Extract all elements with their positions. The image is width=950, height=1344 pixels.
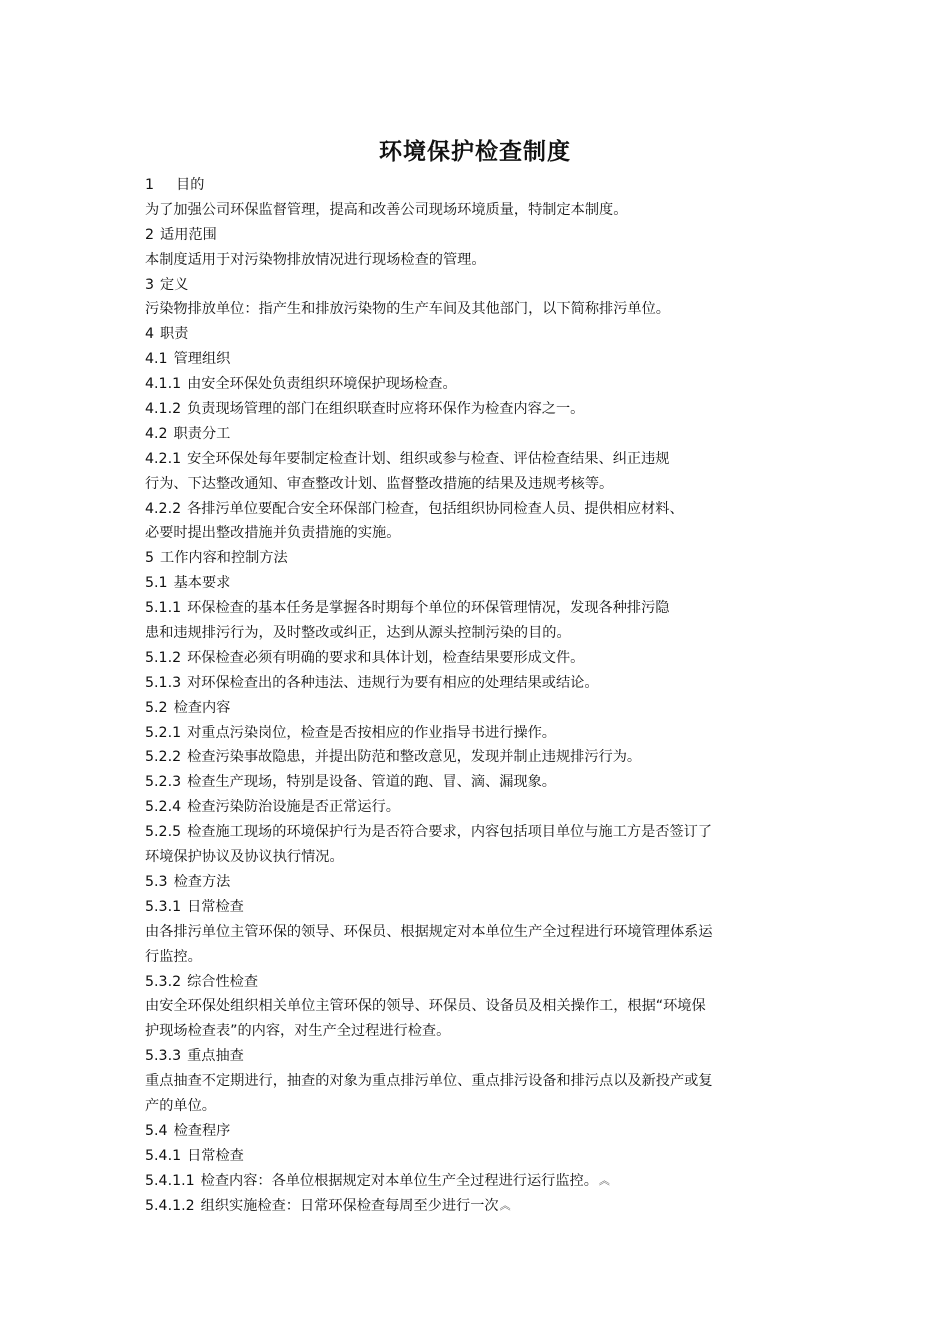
line-text: 环保检查的基本任务是掌握各时期每个单位的环保管理情况，发现各种排污隐 [187,600,670,617]
section-number: 5.3.3 [145,1048,182,1065]
paragraph-line [145,297,825,322]
line-text: 管理组织 [173,351,231,368]
line-text: 各排污单位要配合安全环保部门检查，包括组织协同检查人员、提供相应材料、 [187,500,684,517]
section-number: 4.2.1 [145,450,182,467]
paragraph-line [145,497,825,522]
paragraph-line [145,646,825,671]
paragraph-line [145,223,825,248]
line-text: 由安全环保处负责组织环境保护现场检查。 [187,376,457,393]
paragraph-line [145,745,825,770]
section-number: 1 [145,177,155,193]
paragraph-line [145,1044,825,1069]
paragraph-line [145,571,825,596]
section-number: 5.2.2 [145,749,182,766]
section-number: 4.1 [145,351,168,368]
section-number: 5.4.1 [145,1147,182,1164]
line-text: 检查方法 [173,873,231,890]
paragraph-line [145,173,825,198]
section-number: 4.2.2 [145,500,182,517]
section-number: 5.4.1.2 [145,1197,195,1214]
paragraph-line [145,671,825,696]
line-text: 环境保护协议及协议执行情况。 [145,849,344,866]
section-number: 5.3.1 [145,898,182,915]
line-text: 行监控。 [145,948,202,965]
line-text: 对环保检查出的各种违法、违规行为要有相应的处理结果或结论。 [187,674,599,691]
section-number: 5.2.3 [145,774,182,791]
line-text: 环保检查必须有明确的要求和具体计划，检查结果要形成文件。 [187,649,585,666]
line-text: 重点抽查 [187,1048,244,1065]
line-text: 本制度适用于对污染物排放情况进行现场检查的管理。 [145,251,486,268]
line-text: 检查污染防治设施是否正常运行。 [187,799,400,816]
section-number: 5.2.1 [145,724,182,741]
section-number: 5.4 [145,1122,168,1139]
line-text: 由安全环保处组织相关单位主管环保的领导、环保员、设备员及相关操作工，根据“环境保 [145,998,706,1015]
paragraph-line [145,920,825,945]
paragraph-line [145,596,825,621]
paragraph-line [145,447,825,472]
paragraph-line [145,820,825,845]
paragraph-line [145,1069,825,1094]
section-number: 5.1 [145,575,168,592]
paragraph-line [145,472,825,497]
paragraph-line [145,372,825,397]
paragraph-line [145,1144,825,1169]
line-text: 工作内容和控制方法 [160,550,288,567]
paragraph-line [145,1094,825,1119]
line-text: 日常检查 [187,1147,244,1164]
line-text: 检查施工现场的环境保护行为是否符合要求，内容包括项目单位与施工方是否签订了 [187,824,713,841]
paragraph-line [145,845,825,870]
section-number: 4.1.1 [145,376,182,393]
paragraph-line [145,895,825,920]
line-text: 目的 [176,177,205,193]
section-number: 5.3 [145,873,168,890]
line-text: 职责分工 [173,425,231,442]
paragraph-line [145,546,825,571]
section-number: 4.1.2 [145,401,182,418]
paragraph-line [145,1119,825,1144]
paragraph-line [145,970,825,995]
paragraph-line [145,795,825,820]
section-number: 5.2 [145,699,168,716]
line-text: 定义 [160,276,189,293]
line-text: 污染物排放单位：指产生和排放污染物的生产车间及其他部门，以下简称排污单位。 [145,301,670,318]
section-number: 5.3.2 [145,973,182,990]
document-title: 环境保护检查制度 [379,139,571,165]
paragraph-line [145,521,825,546]
line-text: 对重点污染岗位，检查是否按相应的作业指导书进行操作。 [187,724,556,741]
line-text: 患和违规排污行为，及时整改或纠正，达到从源头控制污染的目的。 [145,625,571,642]
section-number: 5.2.4 [145,799,182,816]
section-number: 5.1.2 [145,649,182,666]
paragraph-line [145,621,825,646]
line-text: 检查内容 [173,699,231,716]
document-body [145,173,825,1218]
line-text: 检查污染事故隐患，并提出防范和整改意见，发现并制止违规排污行为。 [187,749,642,766]
line-text: 综合性检查 [187,973,259,990]
paragraph-line [145,422,825,447]
section-number: 5.1.1 [145,600,182,617]
paragraph-line [145,770,825,795]
section-number: 5 [145,550,155,567]
line-text: 日常检查 [187,898,244,915]
line-text: 必要时提出整改措施并负责措施的实施。 [145,525,401,542]
section-number: 2 [145,226,155,243]
paragraph-line [145,721,825,746]
line-text: 检查程序 [173,1122,231,1139]
section-number: 5.2.5 [145,824,182,841]
paragraph-line [145,248,825,273]
line-text: 安全环保处每年要制定检查计划、组织或参与检查、评估检查结果、纠正违规 [187,450,670,467]
paragraph-line [145,945,825,970]
paragraph-line [145,994,825,1019]
section-number: 5.4.1.1 [145,1172,195,1189]
paragraph-line [145,198,825,223]
caret-mark-icon: ︽ [598,1173,610,1187]
section-number: 4 [145,326,155,343]
line-text: 为了加强公司环保监督管理，提高和改善公司现场环境质量，特制定本制度。 [145,201,628,218]
paragraph-line [145,397,825,422]
line-text: 职责 [160,326,189,343]
line-text: 由各排污单位主管环保的领导、环保员、根据规定对本单位生产全过程进行环境管理体系运 [145,923,713,940]
line-text: 产的单位。 [145,1097,216,1114]
paragraph-line [145,870,825,895]
paragraph-line [145,1194,825,1219]
paragraph-line [145,696,825,721]
line-text: 基本要求 [173,575,231,592]
paragraph-line [145,1019,825,1044]
paragraph-line [145,322,825,347]
line-text: 负责现场管理的部门在组织联查时应将环保作为检查内容之一。 [187,401,585,418]
line-text: 检查内容：各单位根据规定对本单位生产全过程进行运行监控。 [200,1172,598,1189]
line-text: 行为、下达整改通知、审查整改计划、监督整改措施的结果及违规考核等。 [145,475,614,492]
line-text: 护现场检查表”的内容，对生产全过程进行检查。 [145,1023,451,1040]
paragraph-line [145,273,825,298]
line-text: 组织实施检查：日常环保检查每周至少进行一次 [200,1197,499,1214]
caret-mark-icon: ︽ [499,1198,511,1212]
paragraph-line [145,1169,825,1194]
line-text: 适用范围 [160,226,217,243]
section-number: 5.1.3 [145,674,182,691]
paragraph-line [145,347,825,372]
line-text: 检查生产现场，特别是设备、管道的跑、冒、滴、漏现象。 [187,774,556,791]
section-number: 4.2 [145,425,168,442]
section-number: 3 [145,276,155,293]
line-text: 重点抽查不定期进行，抽查的对象为重点排污单位、重点排污设备和排污点以及新投产或复 [145,1073,713,1090]
